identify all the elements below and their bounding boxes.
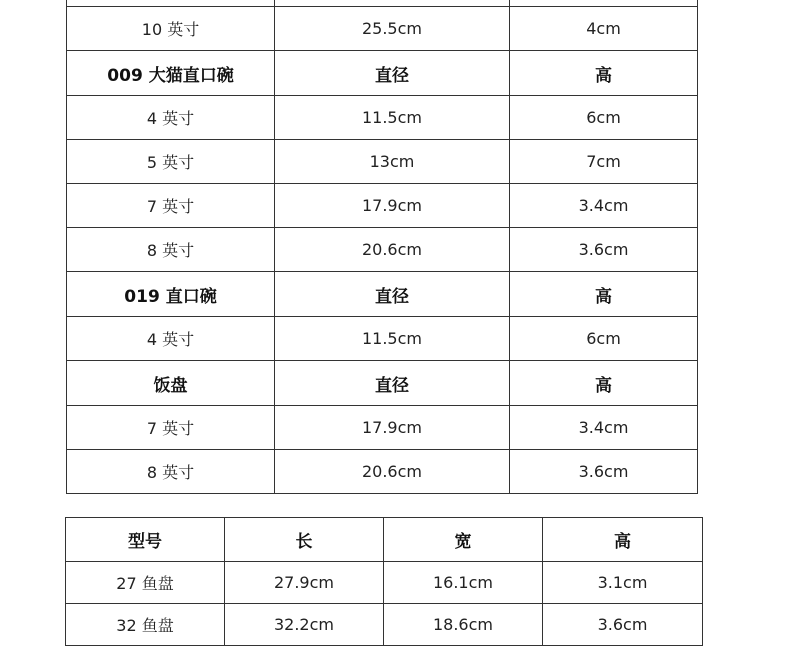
table-row [67, 96, 698, 140]
table-row [66, 562, 703, 604]
model-name-header: 009 大猫直口碗 [67, 51, 275, 96]
diameter-cell: 11.5cm [275, 317, 510, 361]
model-header: 型号 [66, 518, 225, 562]
length-cell: 32.2cm [225, 604, 384, 646]
height-cell: 3.4cm [510, 184, 698, 228]
size-cell: 7 英寸 [67, 184, 275, 228]
section-header-row [67, 361, 698, 406]
height-cell: 7cm [510, 140, 698, 184]
size-cell: 4 英寸 [67, 317, 275, 361]
width-header: 宽 [384, 518, 543, 562]
size-cell: 8 英寸 [67, 450, 275, 494]
fish-plate-table [65, 517, 703, 646]
model-cell: 27 鱼盘 [66, 562, 225, 604]
section-header-row [67, 51, 698, 96]
diameter-cell: 20.6cm [275, 450, 510, 494]
size-cell: 7 英寸 [67, 406, 275, 450]
model-name-header: 019 直口碗 [67, 272, 275, 317]
height-header: 高 [510, 272, 698, 317]
table-row [67, 317, 698, 361]
diameter-cell: 25.5cm [275, 7, 510, 51]
diameter-header: 直径 [275, 51, 510, 96]
height-cell: 3.6cm [510, 228, 698, 272]
size-cell: 4 英寸 [67, 96, 275, 140]
table-row [67, 184, 698, 228]
length-cell: 27.9cm [225, 562, 384, 604]
table-row [67, 450, 698, 494]
diameter-cell: 17.9cm [275, 406, 510, 450]
diameter-cell: 20.6cm [275, 228, 510, 272]
table-row [67, 406, 698, 450]
width-cell: 16.1cm [384, 562, 543, 604]
section-header-row [67, 272, 698, 317]
height-cell: 3.1cm [543, 562, 703, 604]
height-header: 高 [543, 518, 703, 562]
height-header: 高 [510, 361, 698, 406]
bowl-size-table [66, 0, 698, 494]
height-cell: 6cm [510, 96, 698, 140]
height-header: 高 [510, 51, 698, 96]
height-cell: 3.6cm [543, 604, 703, 646]
table-row [67, 228, 698, 272]
table-row [66, 604, 703, 646]
size-cell: 10 英寸 [67, 7, 275, 51]
height-cell: 4cm [510, 7, 698, 51]
diameter-cell: 17.9cm [275, 184, 510, 228]
height-cell: 3.4cm [510, 406, 698, 450]
model-name-header: 饭盘 [67, 361, 275, 406]
size-cell: 8 英寸 [67, 228, 275, 272]
diameter-cell: 13cm [275, 140, 510, 184]
height-cell: 6cm [510, 317, 698, 361]
model-cell: 32 鱼盘 [66, 604, 225, 646]
diameter-header: 直径 [275, 272, 510, 317]
width-cell: 18.6cm [384, 604, 543, 646]
height-cell: 3.6cm [510, 450, 698, 494]
diameter-header: 直径 [275, 361, 510, 406]
table-row [67, 7, 698, 51]
size-cell: 5 英寸 [67, 140, 275, 184]
table-header-row [66, 518, 703, 562]
diameter-cell: 11.5cm [275, 96, 510, 140]
length-header: 长 [225, 518, 384, 562]
table-row [67, 140, 698, 184]
